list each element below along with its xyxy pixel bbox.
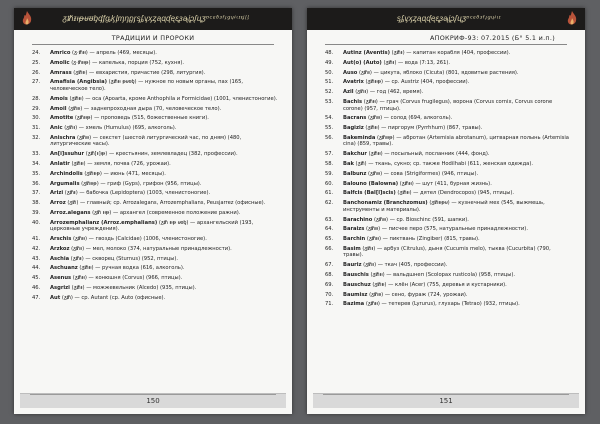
entry-definition: (ᵹᵺᵻᵼ) — конюшня (Corvus) (966, птицы). — [71, 275, 183, 282]
entry-text — [343, 115, 571, 122]
entry-term: Amois — [50, 95, 68, 102]
entry-number: 39. — [32, 209, 41, 216]
entry-number: 30. — [32, 115, 41, 122]
glossary-entry — [325, 200, 571, 213]
page-header-banner — [14, 8, 292, 30]
entry-term: Bagiziz — [343, 125, 364, 132]
entry-term: Bazima — [343, 301, 365, 308]
running-header: ᶊᶋᶌᶍᶎᶏᶐᶑᶒᶓᶔᶕᶖᶗᶘᶙᶚᶛᶜᶝᶞᶟᶠᶡᶢᶣᶤᶥᶦ — [396, 14, 502, 23]
flame-ornament-icon — [20, 10, 34, 28]
glossary-entry — [32, 265, 278, 272]
entry-text — [343, 236, 571, 243]
header-divider — [325, 44, 567, 45]
entry-text — [50, 115, 278, 122]
entry-text — [50, 220, 278, 233]
entry-definition: (ᵹᵺᵻᵼ) — секстет (шестой литургический час, по дням) (480, литургические часы). — [50, 134, 242, 148]
entry-number: 62. — [325, 200, 334, 207]
glossary-entry — [325, 181, 571, 188]
glossary-entry — [32, 151, 278, 158]
glossary-entry — [32, 70, 278, 77]
entry-text — [50, 70, 278, 77]
entry-number: 41. — [32, 236, 41, 243]
glossary-entry — [32, 161, 278, 168]
entry-definition: (ᵹᵺᵻᵼ) — посыльный, посланник (444, фонд). — [366, 151, 490, 158]
entry-term: Anlatir — [50, 161, 70, 167]
entry-definition: (ᵹᵺᵻ) — мел, молоко (374, натуральные принадлежности). — [69, 245, 232, 252]
entry-text — [343, 272, 571, 279]
entry-definition: (ᵹᵺᵻᵼ) — клён (Acer) (755, деревья и кустарники). — [370, 281, 507, 288]
section-title: ТРАДИЦИИ И ПРОРОКИ — [111, 34, 195, 42]
entry-number: 34. — [32, 161, 41, 167]
entry-text — [343, 262, 571, 269]
entry-definition: (ᵹᵺᵻᵼ) — ручная водка (616, алкоголь). — [77, 265, 185, 272]
entry-definition: (ᵹᵺᵻ) — ткач (405, профессии). — [361, 262, 448, 269]
glossary-entry — [32, 79, 278, 92]
entry-definition: (ᵹᵺ ᵻᵼᵽ) — архангел (современное положение ражни). — [90, 209, 241, 216]
entry-number: 25. — [32, 59, 41, 66]
entry-number: 55. — [325, 125, 334, 132]
entry-term: Archindolis — [50, 170, 83, 177]
entry-term: Bacrans — [343, 115, 367, 122]
entry-term: Aut — [50, 294, 61, 301]
glossary-entry — [32, 275, 278, 282]
footer-divider — [323, 394, 569, 395]
entry-number: 53. — [325, 98, 334, 105]
glossary-entry — [325, 272, 571, 279]
entry-number: 44. — [32, 265, 41, 272]
glossary-entry — [32, 125, 278, 132]
glossary-entry — [325, 217, 571, 224]
entry-number: 65. — [325, 236, 334, 243]
entry-definition: (ᵹᵺ) — ср. Autant (ср. Auto (офисные). — [60, 294, 166, 301]
entry-definition: (ᵹᵺᵻᵼ) — евхаристия, причастие (298, литургия). — [71, 69, 206, 76]
entry-definition: (ᵹᵺᵻᵼ) — тетерев (Lyrurus), глухарь (Tetrao) (932, птицы). — [364, 301, 520, 308]
entry-definition: (ᵹᵺᵻᵼᵽ) — ср. Austriz (404, профессии). — [363, 79, 470, 86]
entry-definition: (ᵹᵺᵻ) — цикута, яблоко (Cicuta) (801, ядовитые растения). — [357, 69, 519, 76]
entry-text — [50, 50, 278, 57]
entry-text — [343, 200, 571, 213]
entry-definition: (ᵹᵺᵻᵼ ᵽᵾᵿᶀ) — нужное по новым органы, пах (165, человеческое тело). — [50, 79, 244, 92]
running-header: ᵹᵺᵻᵼᵽᵾᵿᶀᶁᶂᶃᶄᶅᶆᶇᶈᶉᶊᶋᶌᶍᶎᶏᶐᶑᶒᶓᶔᶕᶖᶗᶘᶙᶚᶛᶜᶝᶞᶟᶠᶡᶢᶣᶤᶥᶦᶧᶨᶩᶪ — [62, 14, 250, 23]
entry-definition: (ᵹᵺᵻᵼ) — дятел (Dendrocopos) (945, птицы). — [395, 190, 515, 197]
entry-term: Bauschuz — [343, 281, 371, 288]
entry-term: Amrico — [50, 50, 71, 56]
glossary-entry — [325, 79, 571, 86]
entry-term: Anischra — [50, 134, 76, 141]
entry-term: Balouno (Balowna) — [343, 180, 399, 187]
entry-term: Amafisia (Angibsia) — [50, 79, 107, 86]
entry-text — [50, 60, 278, 67]
entry-term: Argumalis — [50, 180, 80, 187]
entry-text — [50, 106, 278, 113]
glossary-entry — [32, 285, 278, 292]
entry-number: 51. — [325, 79, 334, 86]
entry-text — [343, 79, 571, 86]
entry-term: Balbunz — [343, 170, 367, 177]
entry-number: 61. — [325, 190, 334, 197]
entry-definition: (ᵹᵺᵻᵼ) — земля, почва (726, урожаи). — [69, 161, 171, 167]
entry-text — [50, 79, 278, 92]
entry-definition: (ᵹᵺᵻᵼ) — сова (Strigiformes) (946, птицы). — [366, 170, 479, 177]
entry-definition: (ᵹᵺᵻ) — бабочка (Lepidoptera) (1003, членистоногие). — [63, 190, 211, 197]
page-number: 150 — [146, 397, 160, 405]
entry-definition: (ᵹᵺᵻᵼ) — писчее перо (575, натуральные принадлежности). — [364, 226, 528, 233]
entry-definition: (ᵹ·ᵺᵻᵼᵽ) — капелька, порция (752, кухня). — [69, 59, 185, 66]
entry-number: 47. — [32, 294, 41, 301]
page-header-banner — [307, 8, 585, 30]
entry-number: 29. — [32, 105, 41, 112]
entry-term: Arroz.alegans — [50, 209, 91, 216]
glossary-entry — [325, 301, 571, 308]
glossary-entry — [32, 256, 278, 263]
footer-divider — [30, 394, 276, 395]
entry-number: 36. — [32, 180, 41, 187]
glossary-entry — [325, 99, 571, 112]
entry-number: 26. — [32, 69, 41, 76]
entry-number: 37. — [32, 190, 41, 197]
left-page — [14, 8, 292, 414]
entry-definition: (ᵹᵺ[ᵻ]ᵼᵽ) — крестьянин, землевладец (382, профессии). — [84, 151, 238, 158]
entry-number: 66. — [325, 245, 334, 252]
entry-text — [50, 256, 278, 263]
glossary-entry — [32, 106, 278, 113]
glossary-list — [325, 50, 571, 311]
entry-definition: (ᵹᵺᵻᵼ) — заднепроходная дыра (70, человеческое тело). — [66, 105, 222, 112]
glossary-entry — [325, 171, 571, 178]
entry-term: Amotite — [50, 115, 74, 122]
right-page — [307, 8, 585, 414]
entry-term: Aschia — [50, 255, 70, 262]
entry-text — [343, 181, 571, 188]
entry-text — [50, 265, 278, 272]
entry-number: 69. — [325, 281, 334, 288]
entry-number: 71. — [325, 301, 334, 308]
entry-number: 40. — [32, 219, 41, 226]
entry-number: 57. — [325, 151, 334, 158]
entry-definition: (ᵹᵺᵻᵼ) — ср. Bioschinc (591, шапки). — [372, 216, 469, 223]
glossary-entry — [325, 89, 571, 96]
entry-text — [50, 151, 278, 158]
entry-number: 45. — [32, 275, 41, 282]
entry-term: Avatrix — [343, 79, 364, 86]
entry-text — [50, 181, 278, 188]
entry-text — [50, 161, 278, 168]
entry-definition: (ᵹᵺᵻᵼ) — шут (411, бурная жизнь). — [398, 180, 492, 187]
entry-number: 43. — [32, 255, 41, 262]
entry-term: Banchonamiz (Branchzomus) — [343, 200, 428, 207]
entry-term: Arzkoz — [50, 245, 70, 252]
entry-term: Anic — [50, 125, 63, 132]
entry-definition: (ᵹᵺᵻᵼᵽ) — гриф (Gyps), грифон (956, птицы). — [79, 180, 202, 187]
entry-term: Bak — [343, 161, 354, 167]
entry-text — [343, 190, 571, 197]
glossary-entry — [32, 236, 278, 243]
entry-number: 64. — [325, 226, 334, 233]
entry-text — [343, 70, 571, 77]
entry-number: 28. — [32, 95, 41, 102]
entry-number: 24. — [32, 50, 41, 56]
glossary-entry — [32, 60, 278, 67]
entry-text — [343, 135, 571, 148]
entry-definition: (ᵹᵺᵻᵼ) — солод (694, алкоголь). — [366, 115, 453, 122]
glossary-entry — [32, 50, 278, 57]
entry-term: Amoil — [50, 105, 67, 112]
glossary-entry — [325, 236, 571, 243]
entry-definition: (ᵹᵺᵻᵼ) — пиктвань (Zingiber) (815, травы). — [365, 236, 480, 243]
glossary-entry — [32, 135, 278, 148]
entry-text — [50, 96, 278, 103]
entry-number: 63. — [325, 216, 334, 223]
entry-term: Barchin — [343, 236, 366, 243]
glossary-entry — [32, 295, 278, 302]
entry-definition: (ᵹᵺᵻᵼ) — гвоздь (Calcidae) (1006, членистоногие). — [71, 236, 207, 243]
entry-definition: (ᵹᵺᵻᵼᵽ) — абротан (Artemisia abrotanum), цитварная полынь (Artemisia cina) (859, травы). — [343, 134, 569, 148]
entry-text — [50, 246, 278, 253]
entry-number: 50. — [325, 69, 334, 76]
entry-definition: (ᵹᵺᵻ) — вода (7:13, 261). — [381, 59, 451, 66]
glossary-entry — [325, 115, 571, 122]
entry-text — [50, 210, 278, 217]
entry-definition: (ᵹᵺᵻ) — год (462, время). — [353, 89, 424, 96]
entry-definition: (ᵹᵺᵻ) — капитан корабля (404, профессии). — [390, 50, 511, 56]
glossary-entry — [325, 161, 571, 168]
entry-text — [50, 275, 278, 282]
entry-definition: (ᵹᵺ) — ткань, сукно; ср. также Hodilhabi (611, женская одежда). — [353, 161, 534, 167]
glossary-entry — [32, 171, 278, 178]
entry-term: Baumisz — [343, 291, 368, 298]
entry-text — [343, 226, 571, 233]
entry-text — [343, 50, 571, 57]
entry-text — [343, 125, 571, 132]
glossary-entry — [32, 181, 278, 188]
entry-definition: (ᵹᵺᵻᵼ) — оса (Apoarta, кроме Anthophila и Formicidae) (1001, членистоногие). — [67, 95, 278, 102]
glossary-entry — [32, 200, 278, 207]
glossary-entry — [325, 262, 571, 269]
entry-text — [50, 200, 278, 207]
entry-definition: (ᵹᵺᵻᵼ) — сено, фураж (724, урожаи). — [367, 291, 468, 298]
entry-number: 60. — [325, 180, 334, 187]
entry-text — [343, 217, 571, 224]
entry-term: Bachis — [343, 98, 363, 105]
entry-term: Asgrizi — [50, 284, 70, 291]
flame-ornament-icon — [565, 10, 579, 28]
entry-text — [343, 246, 571, 259]
entry-text — [343, 292, 571, 299]
entry-term: Bauriz — [343, 262, 362, 269]
entry-number: 59. — [325, 170, 334, 177]
entry-term: Arschis — [50, 236, 72, 243]
entry-number: 27. — [32, 79, 41, 86]
entry-definition: (ᵹᵺᵻᵼᵽ) — июнь (471, месяцы). — [82, 170, 166, 177]
glossary-entry — [32, 190, 278, 197]
entry-term: Auso — [343, 69, 358, 76]
entry-text — [343, 171, 571, 178]
entry-text — [343, 301, 571, 308]
entry-definition: (ᵹᵺᵻᵼ) — вальдшнеп (Scolopax rusticola) (958, птицы). — [368, 272, 516, 278]
entry-number: 70. — [325, 291, 334, 298]
entry-number: 67. — [325, 262, 334, 269]
entry-definition: (ᵹᵺᵻ) — можжевельник (Alcedo) (935, птицы). — [69, 284, 197, 291]
entry-term: Amolic — [50, 59, 70, 66]
entry-term: Arrozemphalianz (Arroz.emphalians) — [50, 219, 158, 226]
glossary-entry — [325, 151, 571, 158]
glossary-entry — [325, 226, 571, 233]
entry-number: 56. — [325, 134, 334, 141]
entry-text — [50, 171, 278, 178]
entry-definition: (ᵹᵺᵻ) — арбуз (Citrulus), дыня (Cucumis melo), тыква (Cucurbita) (790, травы). — [343, 245, 551, 259]
entry-definition: (ᵹᵺ) — главный; ср. Arrozalegans, Arrozemphalians, Peusjarrez (офисные). — [65, 200, 266, 207]
entry-definition: (ᵹᵺᵻᵼ) — пиргорум (Pyrrhhum) (867, травы). — [363, 125, 483, 132]
entry-term: An[i]ssuhur — [50, 151, 85, 158]
entry-term: Basim — [343, 245, 361, 252]
glossary-entry — [325, 246, 571, 259]
entry-definition: (ᵹᵺᵻ) — хмель (Humulus) (695, алкоголь). — [62, 125, 177, 132]
entry-number: 58. — [325, 161, 334, 167]
entry-term: Arroz — [50, 200, 66, 207]
entry-definition: (ᵹᵺ ᵻᵼᵽ ᵾᵿᶀ) — архангельский (193, церковные учреждения). — [50, 219, 254, 233]
entry-number: 31. — [32, 125, 41, 132]
glossary-entry — [32, 96, 278, 103]
glossary-entry — [325, 50, 571, 57]
glossary-entry — [32, 115, 278, 122]
entry-text — [50, 236, 278, 243]
glossary-entry — [32, 246, 278, 253]
entry-text — [50, 190, 278, 197]
entry-text — [343, 60, 571, 67]
entry-number: 49. — [325, 59, 334, 66]
entry-number: 33. — [32, 151, 41, 158]
glossary-list — [32, 50, 278, 305]
entry-term: Bakeminda — [343, 134, 376, 141]
entry-number: 52. — [325, 89, 334, 96]
entry-term: Balfcis (Bal[l]scis) — [343, 190, 396, 197]
entry-text — [343, 161, 571, 168]
entry-definition: (ᵹᵺᵻ) — скворец (Sturnus) (952, птицы). — [69, 255, 179, 262]
glossary-entry — [32, 210, 278, 217]
entry-text — [50, 125, 278, 132]
entry-text — [50, 135, 278, 148]
entry-text — [343, 89, 571, 96]
glossary-entry — [325, 292, 571, 299]
glossary-entry — [325, 190, 571, 197]
entry-definition: (ᵹᵺᵻᵼ) — грач (Corvus frugilegus), ворона (Corvus cornix, Corvus corone corone) (957, птицы). — [343, 98, 553, 112]
glossary-entry — [32, 220, 278, 233]
entry-text — [50, 295, 278, 302]
entry-number: 48. — [325, 50, 334, 56]
entry-term: Aschuanz — [50, 265, 78, 272]
glossary-entry — [325, 60, 571, 67]
entry-text — [343, 282, 571, 289]
entry-term: Bauschis — [343, 272, 369, 278]
entry-text — [343, 151, 571, 158]
page-footer — [20, 393, 286, 408]
glossary-entry — [325, 70, 571, 77]
entry-number: 32. — [32, 134, 41, 141]
entry-definition: (ᵹᵺᵻᵼᵽᵾ) — кузнечный мех (545, выжмешь, инструменты и материалы). — [343, 200, 545, 213]
entry-number: 54. — [325, 115, 334, 122]
entry-term: Baraizs — [343, 226, 365, 233]
glossary-entry — [325, 125, 571, 132]
page-footer — [313, 393, 579, 408]
entry-definition: (ᵹᵺᵻᵼᵽ) — проповедь (515, божественные книги). — [73, 115, 209, 122]
entry-term: Asenus — [50, 275, 72, 282]
entry-number: 42. — [32, 245, 41, 252]
entry-definition: (ᵹ·ᵺᵻᵼ) — апрель (469, месяцы). — [70, 50, 157, 56]
page-number: 151 — [439, 397, 453, 405]
glossary-entry — [325, 135, 571, 148]
section-title: АПОКРИФ-93: 07.2015 (Б° 5.1 и.п.) — [429, 34, 555, 42]
entry-number: 46. — [32, 284, 41, 291]
header-divider — [32, 44, 274, 45]
entry-term: Azil — [343, 89, 354, 96]
entry-term: Arizi — [50, 190, 64, 197]
entry-number: 38. — [32, 200, 41, 207]
glossary-entry — [325, 282, 571, 289]
entry-number: 35. — [32, 170, 41, 177]
entry-term: Barachino — [343, 216, 373, 223]
entry-text — [343, 99, 571, 112]
entry-term: Amrass — [50, 69, 72, 76]
entry-term: Aut(o) (Auto) — [343, 59, 382, 66]
entry-number: 68. — [325, 272, 334, 278]
entry-text — [50, 285, 278, 292]
entry-term: Bakchur — [343, 151, 367, 158]
entry-term: Autinz (Aventis) — [343, 50, 390, 56]
